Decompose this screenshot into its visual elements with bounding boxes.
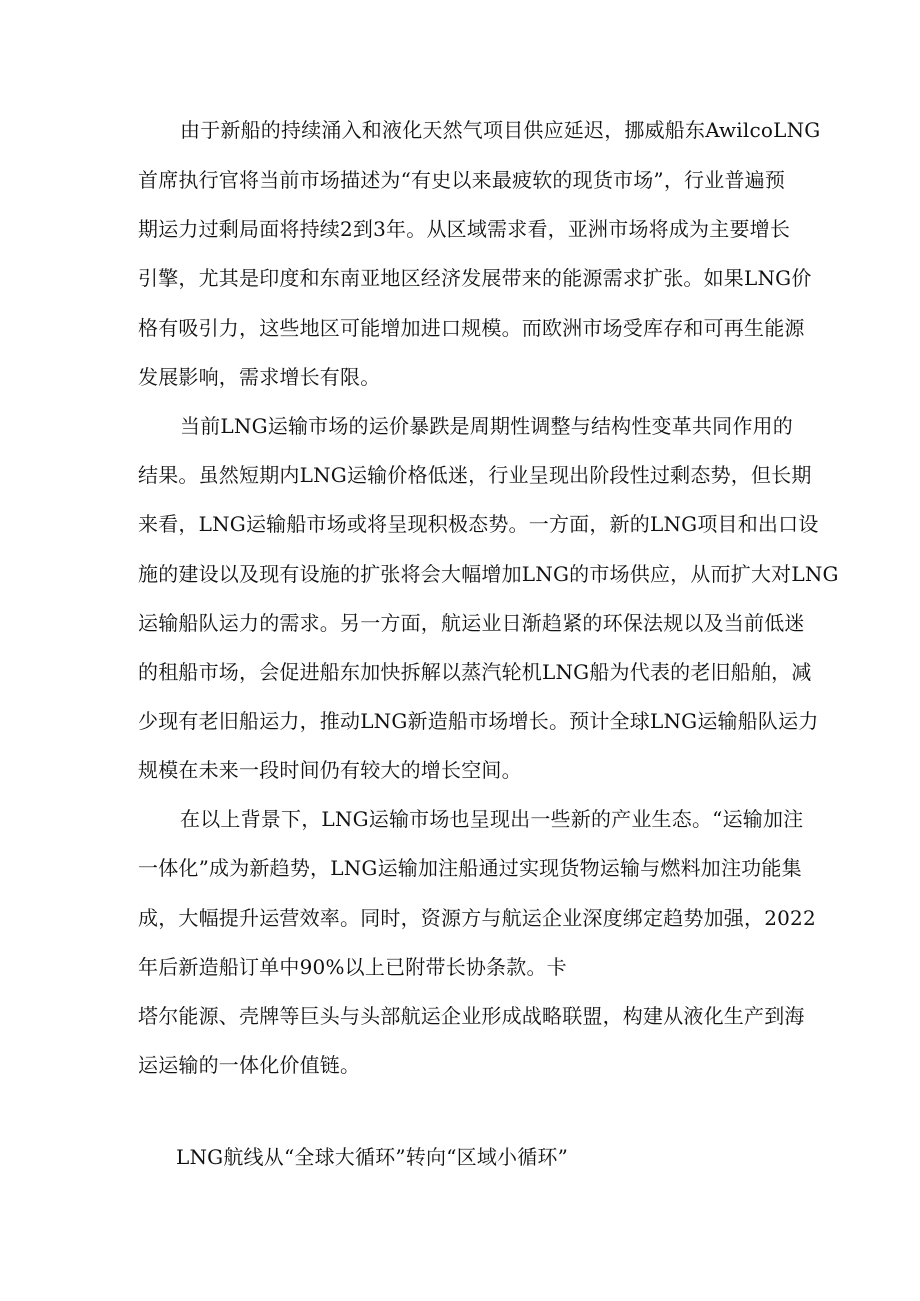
paragraph-3-line: 成，大幅提升运营效率。同时，资源方与航运企业深度绑定趋势加强，2022	[138, 906, 816, 930]
paragraph-2-line: 来看，LNG运输船市场或将呈现积极态势。一方面，新的LNG项目和出口设	[138, 512, 819, 536]
paragraph-3-line: 一体化”成为新趋势，LNG运输加注船通过实现货物运输与燃料加注功能集	[138, 856, 802, 880]
paragraph-1-line: 引擎，尤其是印度和东南亚地区经济发展带来的能源需求扩张。如果LNG价	[138, 266, 812, 290]
paragraph-3-line: 年后新造船订单中90%以上已附带长协条款。卡	[138, 955, 567, 979]
paragraph-1-line: 发展影响，需求增长有限。	[138, 365, 381, 389]
paragraph-2-line: 施的建设以及现有设施的扩张将会大幅增加LNG的市场供应，从而扩大对LNG	[138, 562, 839, 586]
paragraph-3-line: 塔尔能源、壳牌等巨头与头部航运企业形成战略联盟，构建从液化生产到海	[138, 1004, 805, 1028]
paragraph-2-line: 少现有老旧船运力，推动LNG新造船市场增长。预计全球LNG运输船队运力	[138, 709, 819, 733]
paragraph-1-line: 由于新船的持续涌入和液化天然气项目供应延迟，挪威船东AwilcoLNG	[180, 118, 821, 142]
paragraph-1-line: 格有吸引力，这些地区可能增加进口规模。而欧洲市场受库存和可再生能源	[138, 316, 805, 340]
section-heading: LNG航线从“全球大循环”转向“区域小循环”	[176, 1145, 569, 1169]
paragraph-2-line: 结果。虽然短期内LNG运输价格低迷，行业呈现出阶段性过剩态势，但长期	[138, 463, 812, 487]
paragraph-2-line: 的租船市场，会促进船东加快拆解以蒸汽轮机LNG船为代表的老旧船舶，减	[138, 660, 812, 684]
paragraph-2-line: 当前LNG运输市场的运价暴跌是周期性调整与结构性变革共同作用的	[180, 414, 793, 438]
paragraph-2-line: 规模在未来一段时间仍有较大的增长空间。	[138, 758, 522, 782]
paragraph-2-line: 运输船队运力的需求。另一方面，航运业日渐趋紧的环保法规以及当前低迷	[138, 611, 805, 635]
paragraph-1-line: 期运力过剩局面将持续2到3年。从区域需求看，亚洲市场将成为主要增长	[138, 217, 791, 241]
paragraph-1-line: 首席执行官将当前市场描述为“有史以来最疲软的现货市场”，行业普遍预	[138, 168, 786, 192]
paragraph-3-line: 在以上背景下，LNG运输市场也呈现出一些新的产业生态。“运输加注	[180, 807, 804, 831]
paragraph-3-line: 运运输的一体化价值链。	[138, 1053, 361, 1077]
